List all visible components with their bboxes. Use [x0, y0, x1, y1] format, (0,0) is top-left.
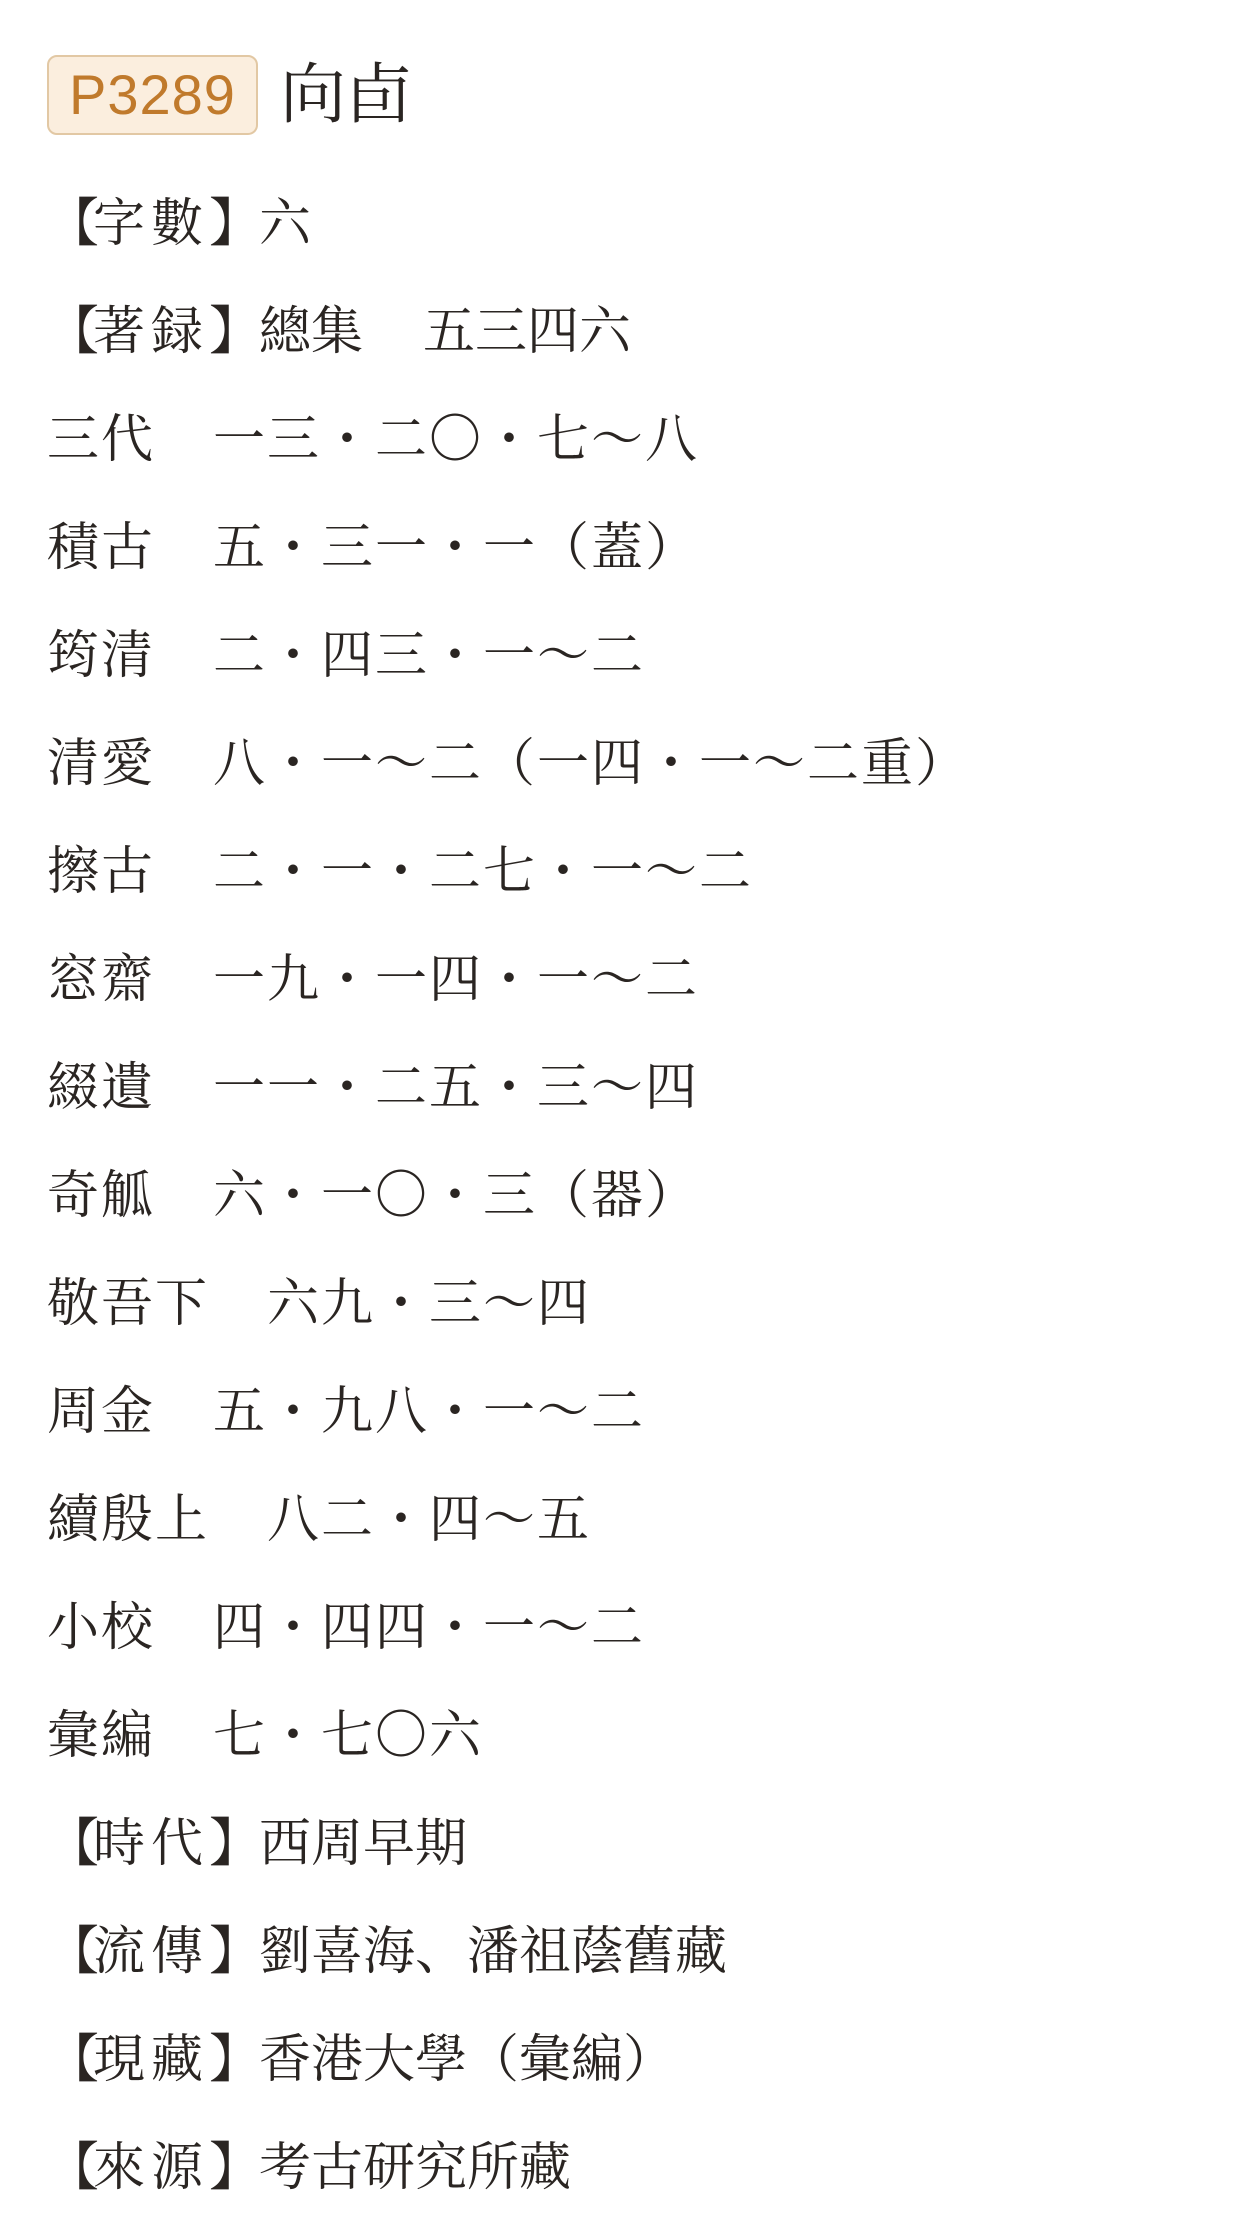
- citation-source: 奇觚: [47, 1166, 156, 1226]
- citation-line: [47, 1142, 1207, 1250]
- field-label-location: 現藏: [93, 2030, 210, 2090]
- location-line: [47, 2006, 1207, 2114]
- citation-ref: 八・一～二（一四・一～二重）: [213, 734, 970, 794]
- citation-source: 綴遺: [47, 1058, 156, 1118]
- source-line: [47, 2114, 1207, 2222]
- citation-line: [47, 602, 1207, 710]
- open-bracket: 【: [47, 1922, 100, 1982]
- field-label-source: 來源: [93, 2138, 210, 2198]
- field-label-word-count: 字數: [93, 194, 210, 254]
- record-id-badge: P3289: [47, 55, 258, 135]
- citation-ref: 六九・三～四: [267, 1274, 592, 1334]
- citation-ref: 一一・二五・三～四: [213, 1058, 700, 1118]
- close-bracket: 】: [209, 194, 262, 254]
- field-value-record: 總集: [259, 302, 364, 362]
- record-body: [47, 170, 1207, 2222]
- citation-ref: 六・一〇・三（器）: [213, 1166, 700, 1226]
- citation-line: [47, 818, 1207, 926]
- citation-source: 窓齋: [47, 950, 156, 1010]
- citation-line: [47, 926, 1207, 1034]
- citation-source: 續殷上: [47, 1490, 210, 1550]
- open-bracket: 【: [47, 194, 100, 254]
- citation-ref: 四・四四・一～二: [213, 1598, 646, 1658]
- field-label-period: 時代: [93, 1814, 210, 1874]
- citation-ref: 五・九八・一～二: [213, 1382, 646, 1442]
- close-bracket: 】: [209, 302, 262, 362]
- citation-source: 小校: [47, 1598, 156, 1658]
- open-bracket: 【: [47, 2030, 100, 2090]
- citation-ref: 一三・二〇・七～八: [213, 410, 700, 470]
- citation-source: 周金: [47, 1382, 156, 1442]
- record-title: 向卣: [279, 56, 412, 133]
- citation-source: 擦古: [47, 842, 156, 902]
- close-bracket: 】: [209, 2138, 262, 2198]
- citation-line: [47, 1574, 1207, 1682]
- close-bracket: 】: [209, 2030, 262, 2090]
- field-value-word-count: 六: [259, 194, 312, 254]
- citation-source: 彙編: [47, 1706, 156, 1766]
- word-count-line: [47, 170, 1207, 278]
- field-value-location: 香港大學（彙編）: [259, 2030, 676, 2090]
- citation-ref: 二・四三・一～二: [213, 626, 646, 686]
- field-value-source: 考古研究所藏: [259, 2138, 572, 2198]
- citation-ref: 八二・四～五: [267, 1490, 592, 1550]
- citation-source: 積古: [47, 518, 156, 578]
- citation-ref: 二・一・二七・一～二: [213, 842, 754, 902]
- citation-line: [47, 1250, 1207, 1358]
- citation-source: 敬吾下: [47, 1274, 210, 1334]
- citation-line: [47, 386, 1207, 494]
- period-line: [47, 1790, 1207, 1898]
- field-label-record: 著録: [93, 302, 210, 362]
- field-value-period: 西周早期: [259, 1814, 468, 1874]
- citation-line: [47, 1466, 1207, 1574]
- close-bracket: 】: [209, 1814, 262, 1874]
- citation-ref: 七・七〇六: [213, 1706, 484, 1766]
- record-header: [47, 54, 412, 136]
- citation-line: [47, 710, 1207, 818]
- provenance-line: [47, 1898, 1207, 2006]
- close-bracket: 】: [209, 1922, 262, 1982]
- open-bracket: 【: [47, 2138, 100, 2198]
- citation-source: 清愛: [47, 734, 156, 794]
- open-bracket: 【: [47, 302, 100, 362]
- citation-line: [47, 1358, 1207, 1466]
- field-label-provenance: 流傳: [93, 1922, 210, 1982]
- citation-ref: 一九・一四・一～二: [213, 950, 700, 1010]
- field-value-provenance: 劉喜海、潘祖蔭舊藏: [259, 1922, 728, 1982]
- citation-source: 筠清: [47, 626, 156, 686]
- citation-line: [47, 1682, 1207, 1790]
- open-bracket: 【: [47, 1814, 100, 1874]
- citation-line: [47, 1034, 1207, 1142]
- record-line: [47, 278, 1207, 386]
- citation-source: 三代: [47, 410, 156, 470]
- field-ref-record: 五三四六: [423, 302, 632, 362]
- citation-line: [47, 494, 1207, 602]
- citation-ref: 五・三一・一（蓋）: [213, 518, 700, 578]
